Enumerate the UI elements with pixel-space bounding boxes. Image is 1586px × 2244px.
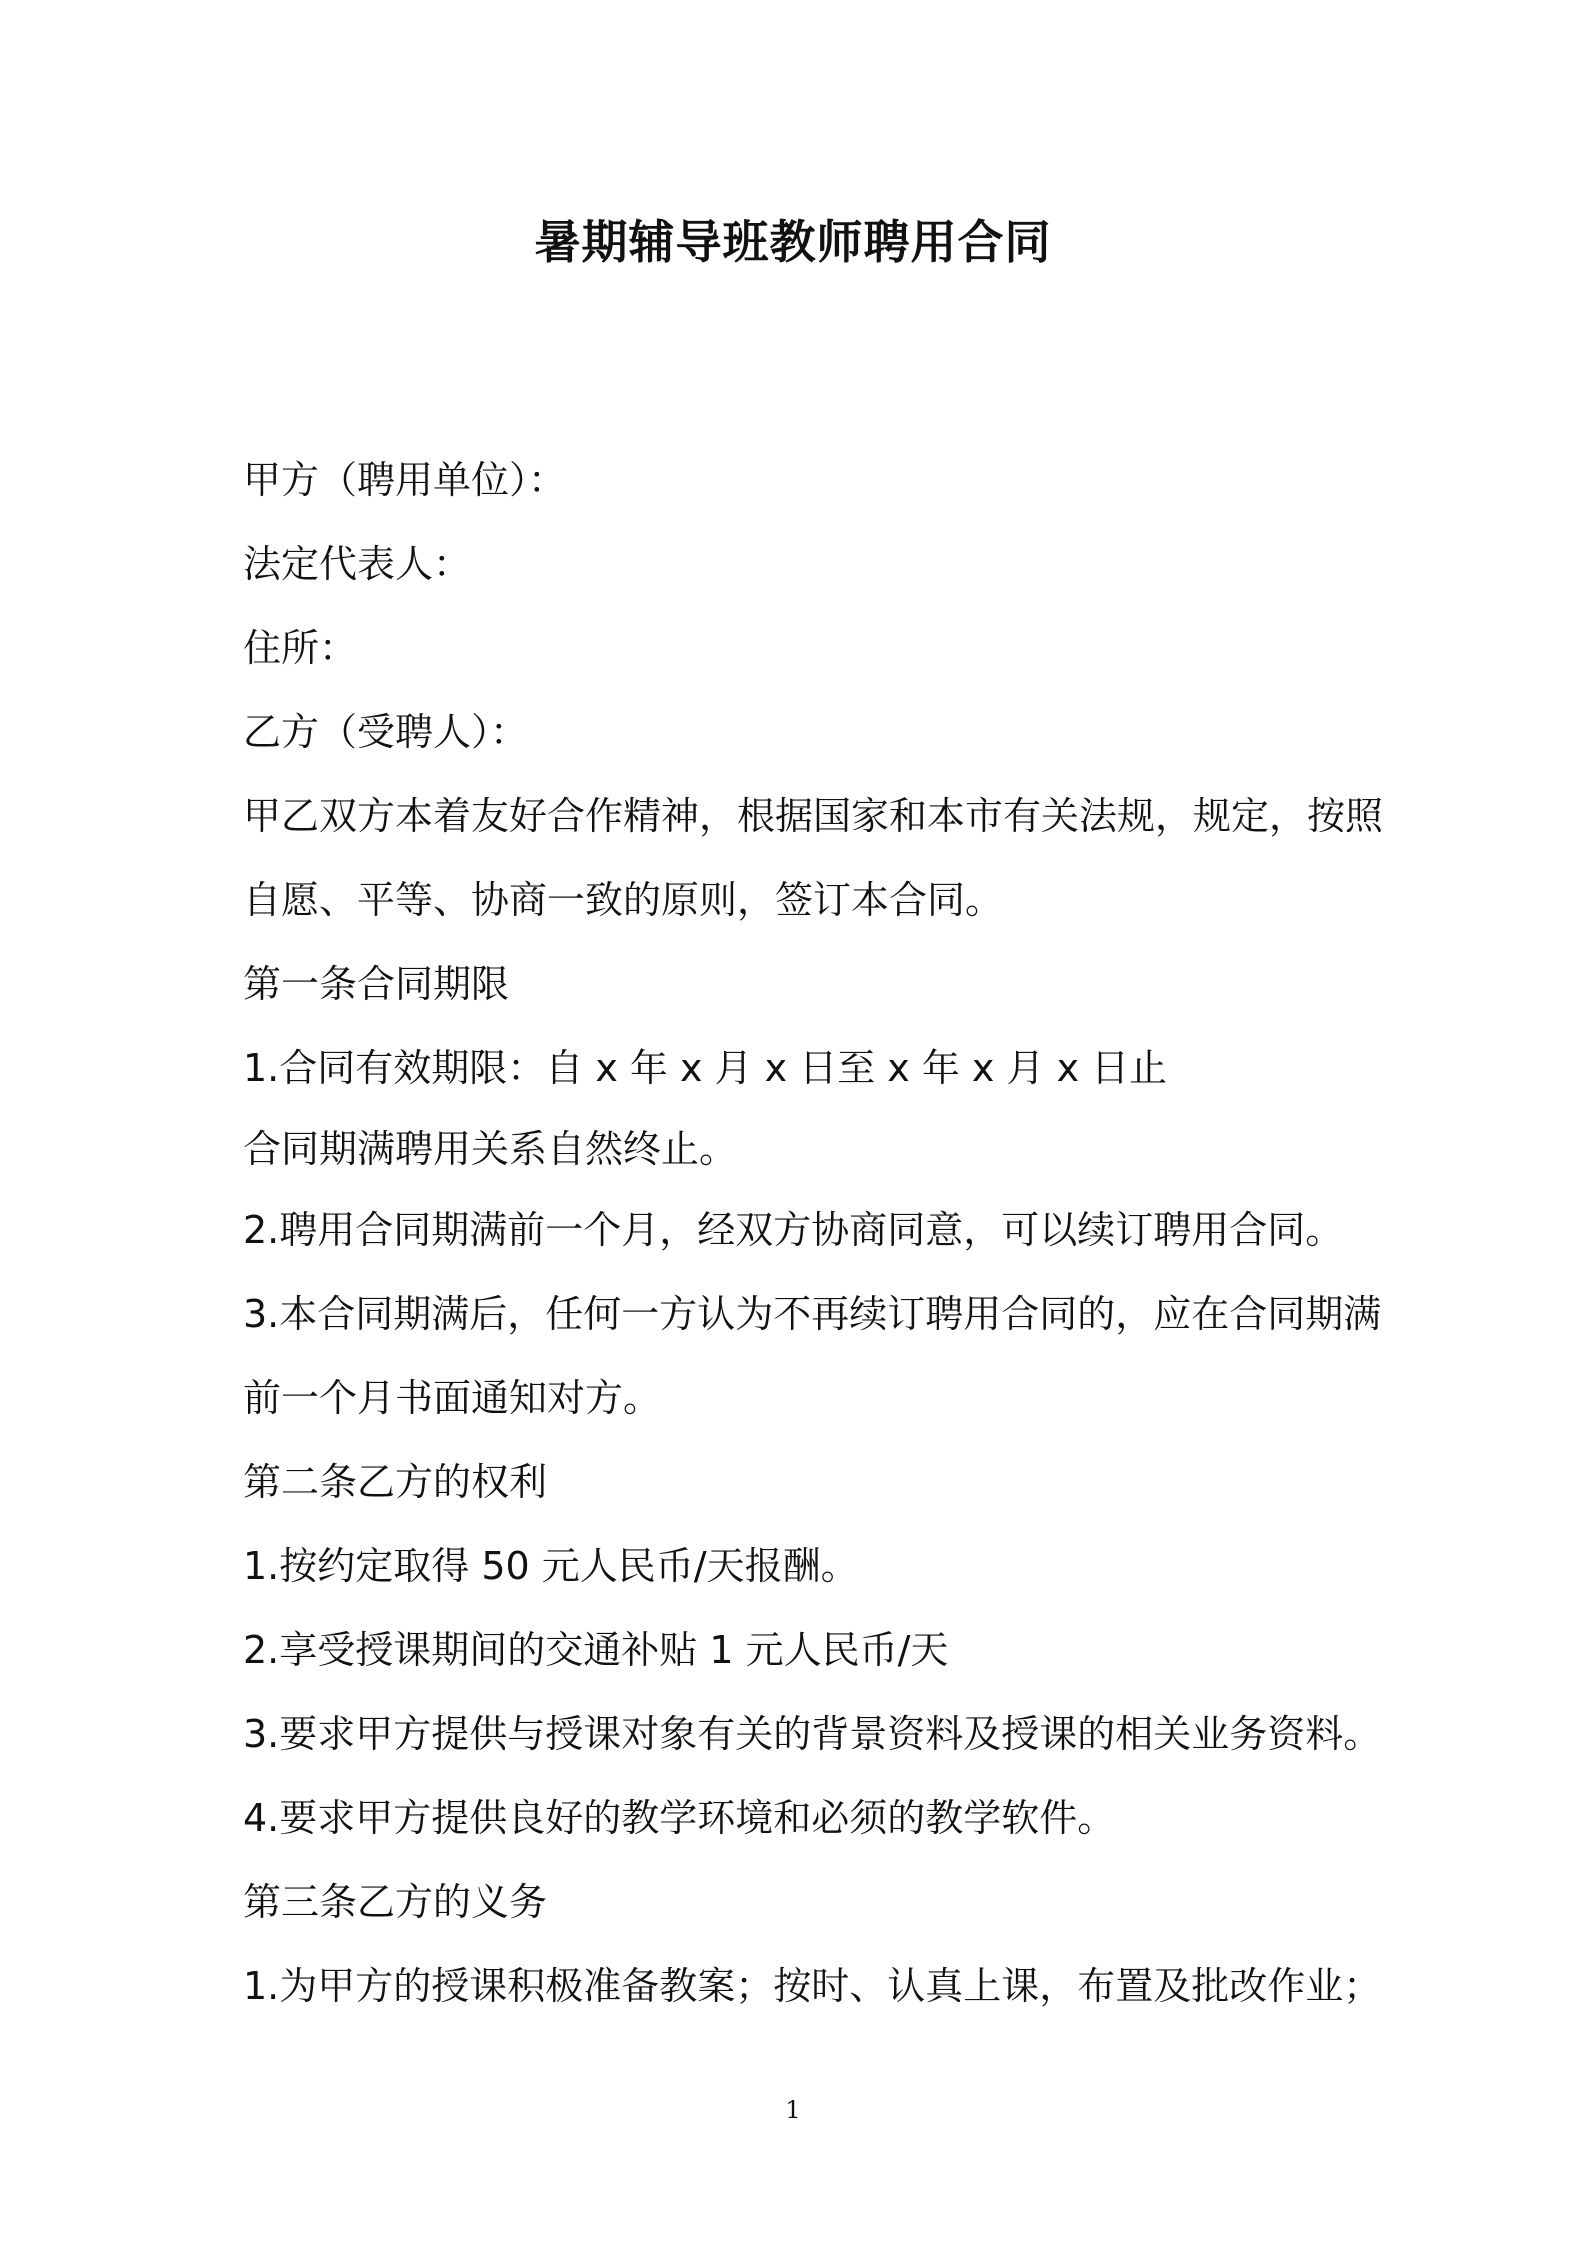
party-a-line: 甲方（聘用单位）：: [243, 458, 567, 502]
article-2-clause-3: 3.要求甲方提供与授课对象有关的背景资料及授课的相关业务资料。: [243, 1712, 1382, 1756]
page-number: 1: [785, 2096, 801, 2124]
preamble-line-1: 甲乙双方本着友好合作精神，根据国家和本市有关法规，规定，按照: [243, 794, 1384, 838]
document-title: 暑期辅导班教师聘用合同: [534, 215, 1052, 269]
article-3-clause-1: 1.为甲方的授课积极准备教案；按时、认真上课，布置及批改作业；: [243, 1964, 1382, 2008]
party-b-line: 乙方（受聘人）：: [243, 710, 529, 754]
article-1-heading: 第一条合同期限: [243, 962, 510, 1006]
article-1-clause-1-continued: 合同期满聘用关系自然终止。: [243, 1127, 738, 1171]
document-body: [243, 452, 1384, 2042]
preamble-line-2: 自愿、平等、协商一致的原则，签订本合同。: [243, 878, 1004, 922]
article-1-clause-1: 1.合同有效期限：自 x 年 x 月 x 日至 x 年 x 月 x 日止: [243, 1046, 1168, 1090]
article-1-clause-3-continued: 前一个月书面通知对方。: [243, 1376, 662, 1420]
article-1-clause-3: 3.本合同期满后，任何一方认为不再续订聘用合同的，应在合同期满: [243, 1292, 1382, 1336]
legal-representative-line: 法定代表人：: [243, 542, 472, 586]
article-2-clause-2: 2.享受授课期间的交通补贴 1 元人民币/天: [243, 1628, 949, 1672]
article-1-clause-2: 2.聘用合同期满前一个月，经双方协商同意，可以续订聘用合同。: [243, 1208, 1344, 1252]
article-3-heading: 第三条乙方的义务: [243, 1880, 548, 1924]
article-2-clause-4: 4.要求甲方提供良好的教学环境和必须的教学软件。: [243, 1796, 1116, 1840]
article-2-clause-1: 1.按约定取得 50 元人民币/天报酬。: [243, 1544, 859, 1588]
article-2-heading: 第二条乙方的权利: [243, 1460, 548, 1504]
address-line: 住所：: [243, 626, 358, 670]
